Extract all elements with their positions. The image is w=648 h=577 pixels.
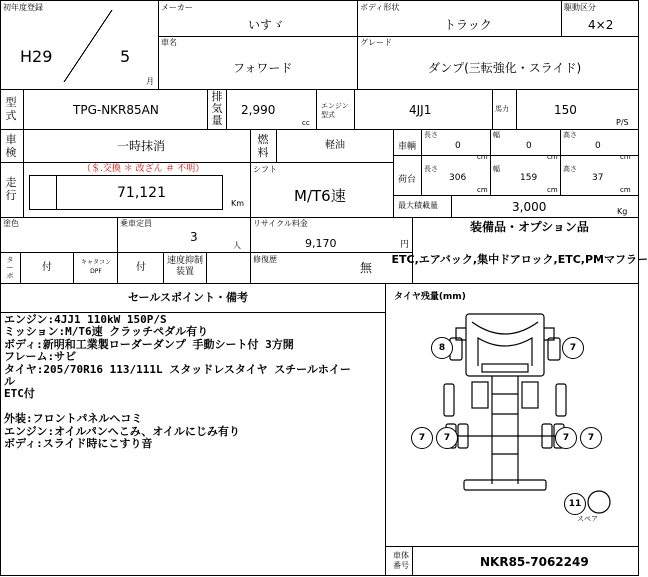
max-load-unit: Kg [617, 207, 628, 216]
recycle-label: リサイクル料金 [253, 219, 308, 228]
tire-rear-right-inner: 7 [555, 427, 577, 449]
engine-type-label: エンジン型式 [321, 102, 349, 119]
sales-note-line: ル [4, 375, 15, 389]
tire-rear-left-inner: 7 [436, 427, 458, 449]
body-type-label: ボディ形状 [360, 3, 400, 12]
cargo-bed-label: 荷台 [398, 175, 417, 185]
first-registration-label: 初年度登録 [3, 3, 43, 12]
car-name-value: フォワード [233, 61, 293, 75]
equipment-title: 装備品・オプション品 [470, 220, 589, 234]
tire-front-left: 8 [431, 337, 453, 359]
sales-note-line: ETC付 [4, 387, 35, 401]
tire-front-right: 7 [562, 337, 584, 359]
color-label: 塗色 [3, 219, 19, 228]
speed-limiter-label: 速度抑制装置 [166, 256, 203, 277]
grade-label: グレード [360, 38, 392, 47]
bed-height-value: 37 [592, 173, 604, 183]
horsepower-unit: P/S [616, 118, 629, 127]
catalyst-label: キャタコンDPF [80, 259, 111, 275]
sales-note-line: ミッション:M/T6速 クラッチペダル有り [4, 325, 209, 339]
mileage-label: 走行 [5, 176, 17, 202]
spare-label: スペア [577, 515, 598, 523]
mileage-unit: Km [231, 199, 245, 208]
truck-diagram [386, 284, 636, 544]
shift-label: シフト [253, 165, 277, 174]
month-unit: 月 [146, 77, 154, 86]
cabin-label: 車輌 [398, 142, 417, 152]
registration-month: 5 [120, 47, 131, 66]
inspection-label: 車検 [5, 133, 17, 159]
drive-label: 駆動区分 [564, 3, 596, 12]
catalyst-value: 付 [136, 262, 146, 273]
engine-type-value: 4JJ1 [409, 103, 432, 117]
sales-note-line: フレーム:サビ [4, 350, 77, 364]
sales-note-line: タイヤ:205/70R16 113/111L スタッドレスタイヤ スチールホイー [4, 362, 351, 376]
model-type-value: TPG-NKR85AN [73, 103, 159, 117]
displacement-value: 2,990 [241, 103, 276, 117]
repair-history-label: 修復歴 [253, 255, 277, 264]
cabin-height-label: 高さ [563, 131, 577, 139]
max-load-value: 3,000 [512, 200, 547, 214]
cabin-length-label: 長さ [424, 131, 438, 139]
turbo-value: 付 [42, 262, 52, 273]
sales-note-line: エンジン:オイルパンヘこみ、オイルにじみ有り [4, 424, 240, 438]
capacity-label: 乗車定員 [120, 219, 152, 228]
tire-spare: 11 [564, 493, 586, 515]
body-type-value: トラック [444, 18, 492, 32]
equipment-list: ETC,エアバック,集中ドアロック,ETC,PMマフラー [391, 253, 648, 266]
tire-rear-right-outer: 7 [580, 427, 602, 449]
cabin-width-value: 0 [526, 141, 532, 151]
cabin-height-unit: cm [620, 153, 631, 161]
cabin-length-value: 0 [455, 141, 461, 151]
max-load-label: 最大積載量 [398, 201, 438, 210]
bed-width-unit: cm [547, 186, 558, 194]
chassis-value: NKR85-7062249 [480, 555, 589, 569]
bed-length-value: 306 [449, 173, 467, 183]
inspection-value: 一時抹消 [117, 139, 166, 153]
tire-rear-left-outer: 7 [411, 427, 433, 449]
turbo-label: ターボ [6, 256, 14, 280]
sales-notes [4, 314, 379, 450]
fuel-label: 燃料 [257, 133, 269, 159]
horsepower-value: 150 [554, 103, 577, 117]
sales-note-line: ボディ:新明和工業製ローダーダンプ 手動シート付 3方開 [4, 337, 294, 351]
tire-remaining-title: タイヤ残量(mm) [394, 292, 466, 302]
cabin-width-unit: cm [547, 153, 558, 161]
maker-label: メーカー [161, 3, 193, 12]
sales-points-title: セールスポイント・備考 [128, 291, 249, 304]
cabin-width-label: 幅 [493, 131, 500, 139]
cabin-length-unit: cm [477, 153, 488, 161]
grade-value: ダンプ(三転強化・スライド) [428, 61, 582, 75]
horsepower-label: 馬力 [495, 105, 509, 113]
cabin-height-value: 0 [595, 141, 601, 151]
bed-width-value: 159 [520, 173, 538, 183]
bed-height-label: 高さ [563, 165, 577, 173]
capacity-value: 3 [190, 230, 198, 244]
sales-note-line: 外装:フロントパネルヘコミ [4, 412, 143, 426]
sales-note-line: ボディ:スライド時にこすり音 [4, 437, 153, 451]
bed-length-label: 長さ [424, 165, 438, 173]
mileage-value: 71,121 [117, 185, 166, 201]
shift-value: M/T6速 [294, 187, 346, 205]
drive-value: 4×2 [588, 18, 614, 32]
mileage-note: （＄.交換 ＊ 改ざん ＃ 不明） [82, 164, 205, 174]
fuel-value: 軽油 [325, 140, 345, 151]
repair-history-value: 無 [360, 261, 373, 275]
equipment-clip [391, 252, 648, 270]
sales-note-line: エンジン:4JJ1 110kW 150P/S [4, 313, 167, 326]
bed-width-label: 幅 [493, 165, 500, 173]
displacement-unit: cc [302, 119, 310, 127]
chassis-label: 車体番号 [393, 551, 409, 570]
recycle-value: 9,170 [305, 237, 337, 250]
bed-length-unit: cm [477, 186, 488, 194]
recycle-unit: 円 [400, 240, 410, 250]
capacity-unit: 人 [233, 241, 241, 250]
car-name-label: 車名 [161, 38, 177, 47]
maker-value: いすゞ [248, 18, 285, 32]
model-type-label: 型式 [5, 96, 17, 122]
registration-year: H29 [20, 47, 53, 66]
displacement-label: 排気量 [211, 90, 223, 127]
bed-height-unit: cm [620, 186, 631, 194]
